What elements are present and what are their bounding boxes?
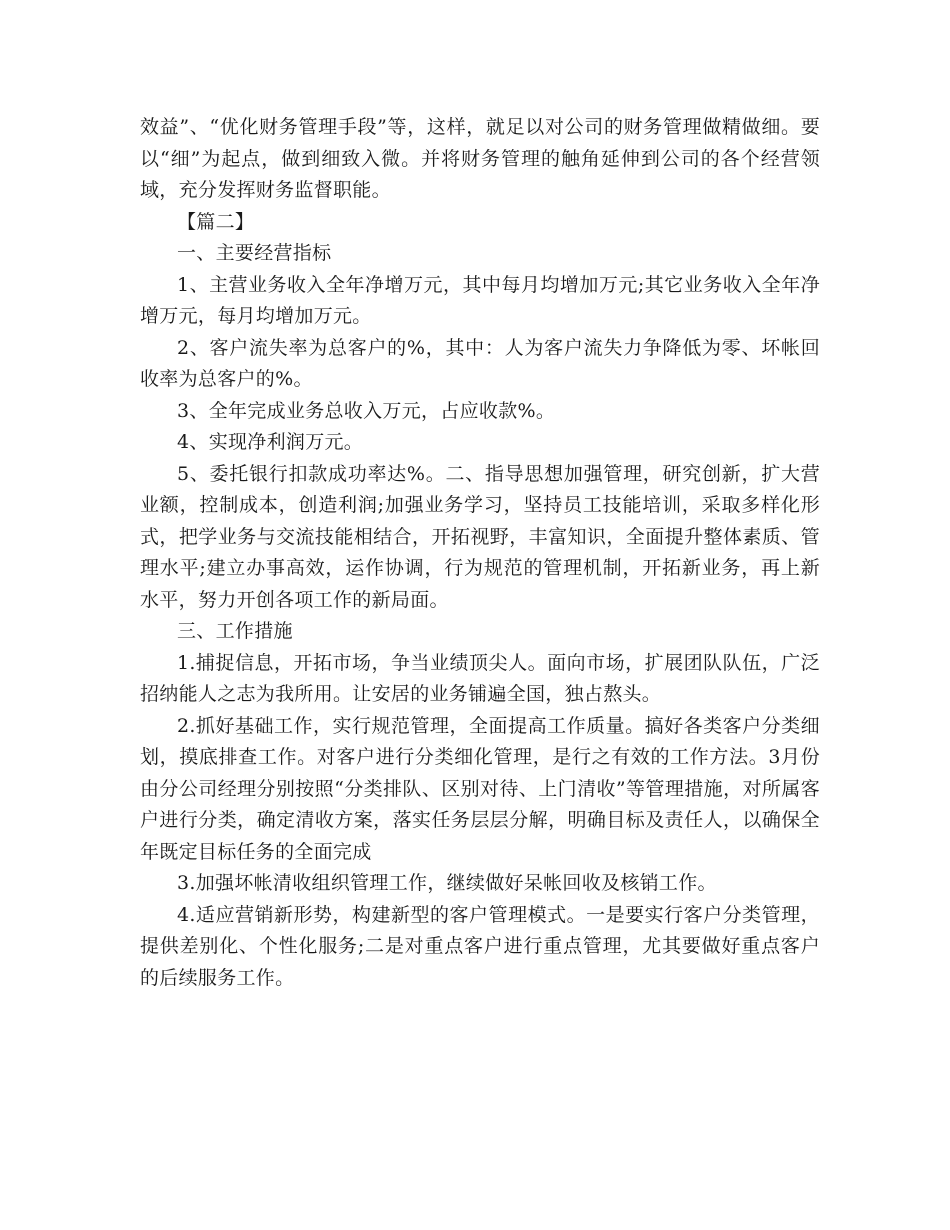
paragraph-measure-1: 1.捕捉信息，开拓市场，争当业绩顶尖人。面向市场，扩展团队队伍，广泛招纳能人之志为我所用。让安居的业务铺遍全国，独占熬头。 xyxy=(140,651,820,705)
paragraph-indicator-2: 2、客户流失率为总客户的%，其中：人为客户流失力争降低为零、坏帐回收率为总客户的%。 xyxy=(140,336,820,390)
paragraph-measure-3: 3.加强坏帐清收组织管理工作，继续做好呆帐回收及核销工作。 xyxy=(177,872,717,894)
heading-work-measures: 三、工作措施 xyxy=(177,620,293,642)
paragraph-indicator-3: 3、全年完成业务总收入万元，占应收款%。 xyxy=(177,399,556,422)
paragraph-indicator-1: 1、主营业务收入全年净增万元，其中每月均增加万元;其它业务收入全年净增万元，每月均增加万元。 xyxy=(140,273,820,327)
section-heading-pian-er: 【篇二】 xyxy=(177,210,255,233)
paragraph-measure-4: 4.适应营销新形势，构建新型的客户管理模式。一是要实行客户分类管理，提供差别化、个性化服务;二是对重点客户进行重点管理，尤其要做好重点客户的后续服务工作。 xyxy=(140,903,820,989)
document-body xyxy=(140,112,820,994)
paragraph-indicator-5: 5、委托银行扣款成功率达%。二、指导思想加强管理，研究创新，扩大营业额，控制成本，创造利润;加强业务学习，坚持员工技能培训，采取多样化形式，把学业务与交流技能相结合，开拓视野，丰富知识，全面提升整体素质、管理水平;建立办事高效，运作协调，行为规范的管理机制，开拓新业务，再上新水平，努力开创各项工作的新局面。 xyxy=(140,462,820,611)
paragraph-measure-2: 2.抓好基础工作，实行规范管理，全面提高工作质量。搞好各类客户分类细划，摸底排查工作。对客户进行分类细化管理，是行之有效的工作方法。3月份由分公司经理分别按照“分类排队、区别对待、上门清收”等管理措施，对所属客户进行分类，确定清收方案，落实任务层层分解，明确目标及责任人，以确保全年既定目标任务的全面完成 xyxy=(140,714,820,863)
heading-main-indicators: 一、主要经营指标 xyxy=(177,242,332,264)
paragraph-1: 效益”、“优化财务管理手段”等，这样，就足以对公司的财务管理做精做细。要以“细”为起点，做到细致入微。并将财务管理的触角延伸到公司的各个经营领域，充分发挥财务监督职能。 xyxy=(140,116,820,201)
paragraph-indicator-4: 4、实现净利润万元。 xyxy=(177,431,364,453)
